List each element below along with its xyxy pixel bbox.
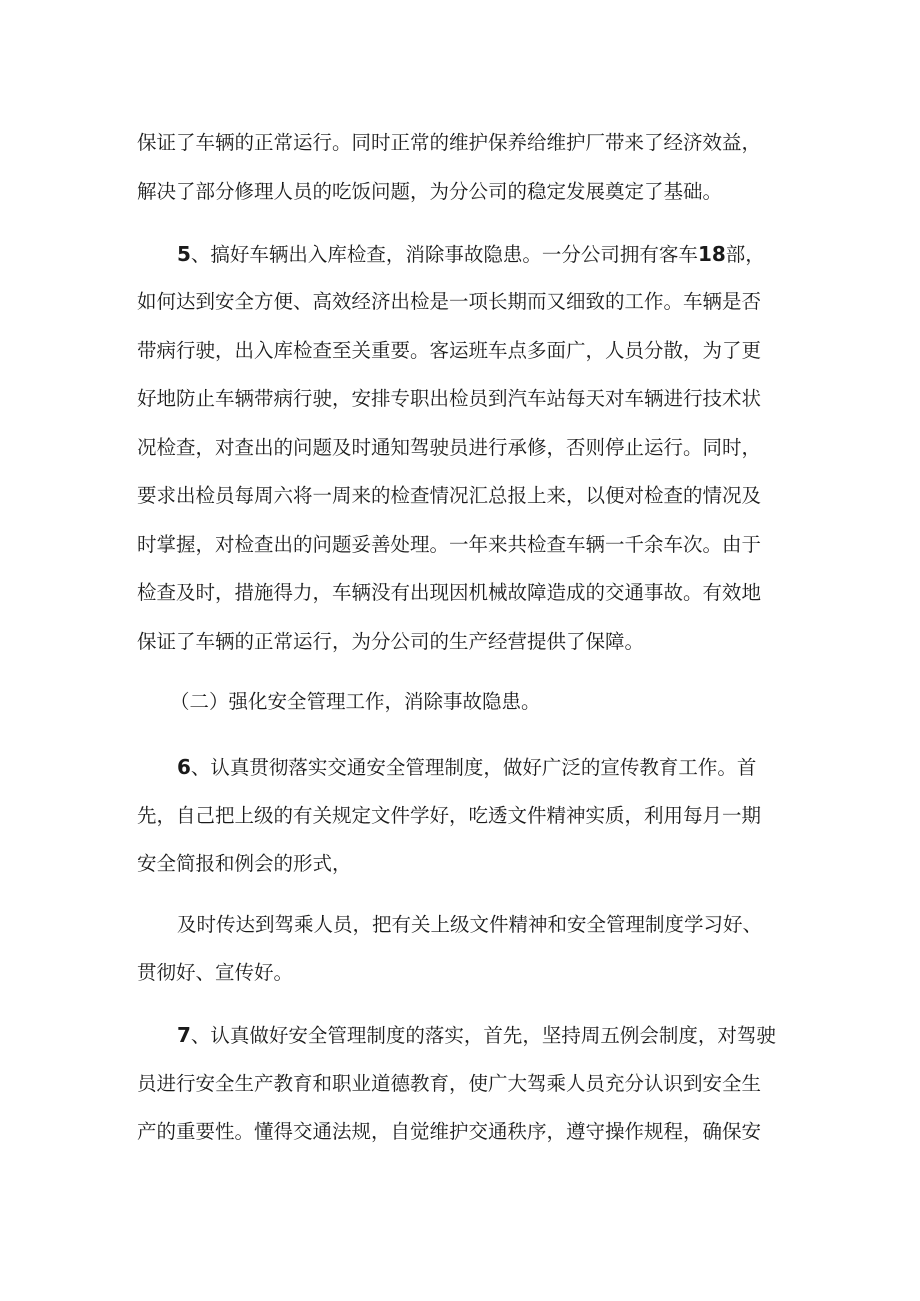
text-line: 产的重要性。懂得交通法规，自觉维护交通秩序，遵守操作规程，确保安 — [137, 1120, 762, 1143]
text-line: 带病行驶，出入库检查至关重要。客运班车点多面广，人员分散，为了更 — [137, 339, 762, 362]
text-line — [177, 242, 765, 267]
text-line: 及时传达到驾乘人员，把有关上级文件精神和安全管理制度学习好、 — [177, 913, 763, 936]
text-line: 检查及时，措施得力，车辆没有出现因机械故障造成的交通事故。有效地 — [137, 581, 762, 604]
text-line: 保证了车辆的正常运行，为分公司的生产经营提供了保障。 — [137, 630, 645, 653]
item-number: 7 — [177, 1023, 191, 1047]
item-number: 6 — [177, 755, 191, 779]
text-line: 保证了车辆的正常运行。同时正常的维护保养给维护厂带来了经济效益， — [137, 131, 762, 154]
text-run: 、认真贯彻落实交通安全管理制度，做好广泛的宣传教育工作。首 — [190, 756, 757, 779]
text-run: 、搞好车辆出入库检查，消除事故隐患。一分公司拥有客车 — [190, 243, 698, 266]
text-line: 先，自己把上级的有关规定文件学好，吃透文件精神实质，利用每月一期 — [137, 804, 762, 827]
text-line: 要求出检员每周六将一周来的检查情况汇总报上来，以便对检查的情况及 — [137, 484, 762, 507]
text-line: 安全简报和例会的形式， — [137, 852, 352, 875]
text-line: 如何达到安全方便、高效经济出检是一项长期而又细致的工作。车辆是否 — [137, 290, 762, 313]
item-number: 5 — [177, 242, 191, 266]
text-line: 况检查，对查出的问题及时通知驾驶员进行承修，否则停止运行。同时， — [137, 436, 762, 459]
text-line — [177, 755, 756, 780]
text-line: 解决了部分修理人员的吃饭问题，为分公司的稳定发展奠定了基础。 — [137, 180, 723, 203]
text-line — [177, 1023, 776, 1048]
section-heading: （二）强化安全管理工作，消除事故隐患。 — [170, 690, 541, 713]
text-run: 部， — [725, 243, 765, 266]
text-run: 、认真做好安全管理制度的落实，首先，坚持周五例会制度，对驾驶 — [190, 1024, 776, 1047]
text-line: 员进行安全生产教育和职业道德教育，使广大驾乘人员充分认识到安全生 — [137, 1072, 762, 1095]
inline-number: 18 — [697, 242, 726, 266]
text-line: 好地防止车辆带病行驶，安排专职出检员到汽车站每天对车辆进行技术状 — [137, 387, 762, 410]
text-line: 贯彻好、宣传好。 — [137, 961, 294, 984]
text-line: 时掌握，对检查出的问题妥善处理。一年来共检查车辆一千余车次。由于 — [137, 533, 762, 556]
